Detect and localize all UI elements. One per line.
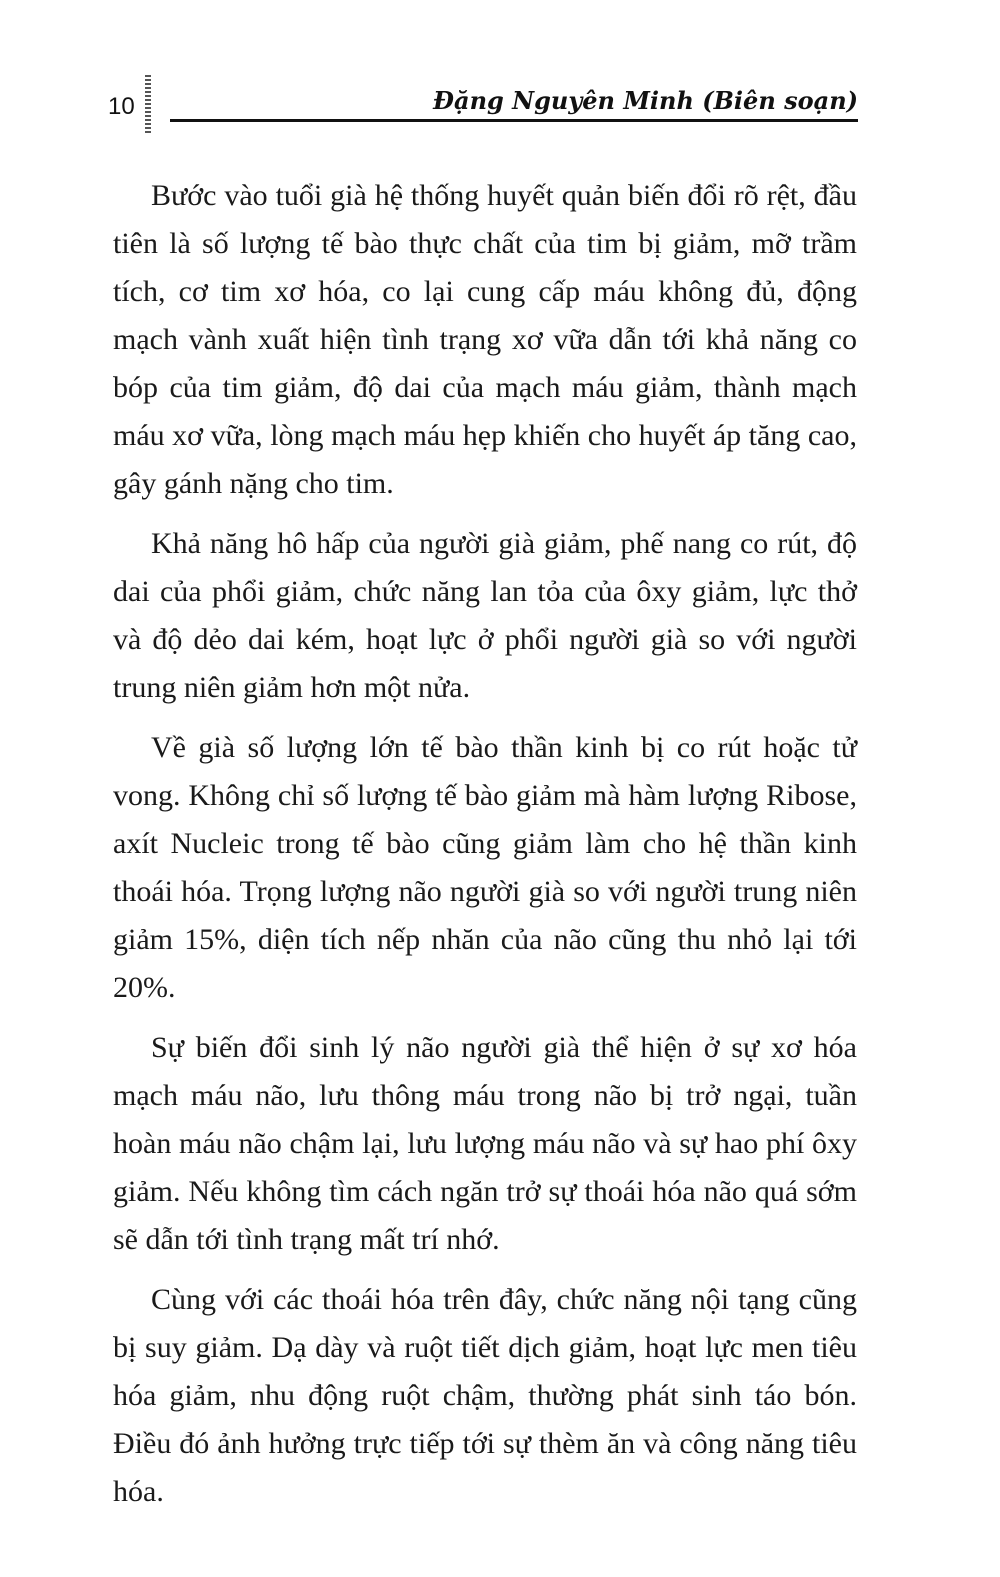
header-rule	[170, 119, 858, 122]
body-text	[113, 172, 857, 1528]
paragraph-5: Cùng với các thoái hóa trên đây, chức năng nội tạng cũng bị suy giảm. Dạ dày và ruột tiết dịch giảm, hoạt lực men tiêu hóa giảm, nhu động ruột chậm, thường phát sinh táo bón. Điều đó ảnh hưởng trực tiếp tới sự thèm ăn và công năng tiêu hóa.	[113, 1283, 857, 1508]
page-header	[0, 0, 1000, 140]
paragraph-3: Về già số lượng lớn tế bào thần kinh bị co rút hoặc tử vong. Không chỉ số lượng tế bào giảm mà hàm lượng Ribose, axít Nucleic trong tế bào cũng giảm làm cho hệ thần kinh thoái hóa. Trọng lượng não người già so với người trung niên giảm 15%, diện tích nếp nhăn của não cũng thu nhỏ lại tới 20%.	[113, 731, 857, 1004]
running-head: Đặng Nguyên Minh (Biên soạn)	[433, 86, 858, 115]
paragraph-1: Bước vào tuổi già hệ thống huyết quản biến đổi rõ rệt, đầu tiên là số lượng tế bào thực chất của tim bị giảm, mỡ trầm tích, cơ tim xơ hóa, co lại cung cấp máu không đủ, động mạch vành xuất hiện tình trạng xơ vữa dẫn tới khả năng co bóp của tim giảm, độ dai của mạch máu giảm, thành mạch máu xơ vữa, lòng mạch máu hẹp khiến cho huyết áp tăng cao, gây gánh nặng cho tim.	[113, 179, 857, 500]
page-number: 10	[108, 93, 135, 120]
header-separator	[145, 75, 151, 133]
paragraph-2: Khả năng hô hấp của người già giảm, phế nang co rút, độ dai của phổi giảm, chức năng lan tỏa của ôxy giảm, lực thở và độ dẻo dai kém, hoạt lực ở phổi người già so với người trung niên giảm hơn một nửa.	[113, 527, 857, 704]
paragraph-4: Sự biến đổi sinh lý não người già thể hiện ở sự xơ hóa mạch máu não, lưu thông máu trong não bị trở ngại, tuần hoàn máu não chậm lại, lưu lượng máu não và sự hao phí ôxy giảm. Nếu không tìm cách ngăn trở sự thoái hóa não quá sớm sẽ dẫn tới tình trạng mất trí nhớ.	[113, 1031, 857, 1256]
